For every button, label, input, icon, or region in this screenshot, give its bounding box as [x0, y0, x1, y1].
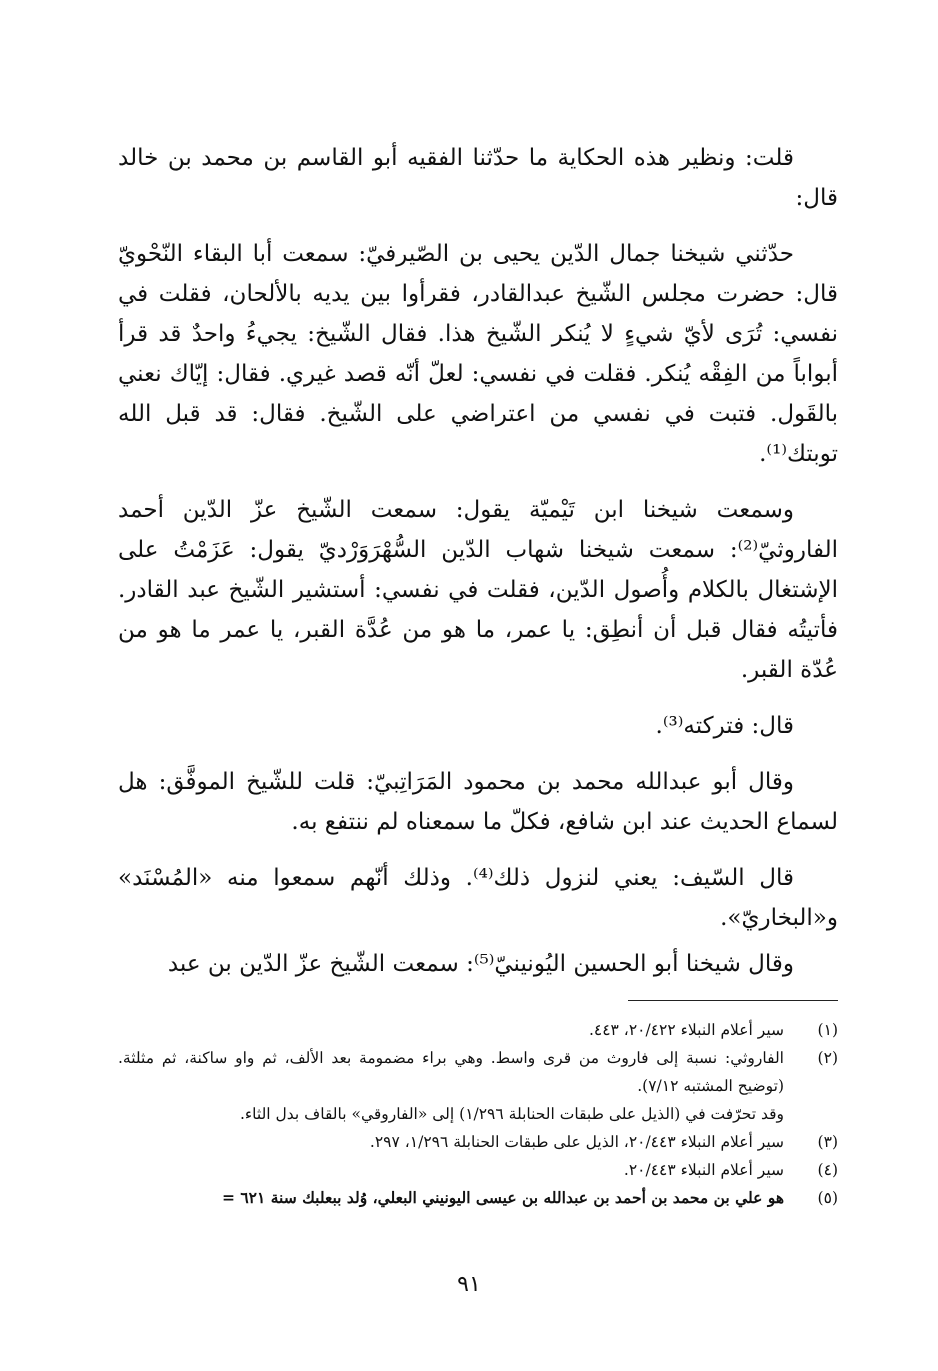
- footnote-text: الفاروثي: نسبة إلى فاروث من قرى واسط. وهي براء مضمومة بعد الألف، ثم واو ساكنة، ثم مثلثة. (توضيح المشتبه ٧/١٢).: [118, 1049, 784, 1095]
- paragraph-7: وقال شيخنا أبو الحسين اليُونينيّ⁽⁵⁾: سمعت الشّيخ عزّ الدّين بن عبد: [167, 951, 794, 977]
- footnote-text: هو علي بن محمد بن أحمد بن عبدالله بن عيسى اليونيني البعلي، وُلد ببعلبك سنة ٦٢١ =: [221, 1188, 784, 1207]
- footnote-4: [118, 1156, 838, 1184]
- footnote-number: (٥): [817, 1189, 838, 1207]
- footnote-number: (١): [817, 1021, 838, 1039]
- footnotes: [118, 1016, 838, 1212]
- paragraph-5: وقال أبو عبدالله محمد بن محمود المَرَاتِبيّ: قلت للشّيخ الموفَّق: هل لسماع الحديث عند ابن شافع، فكلّ ما سمعناه لم ننتفع به.: [118, 769, 838, 835]
- paragraph-2: حدّثني شيخنا جمال الدّين يحيى بن الصّيرفيّ: سمعت أبا البقاء النّحْويّ قال: حضرت مجلس الشّيخ عبدالقادر، فقرأوا بين يديه بالألحان، فقلت في نفسي: تُرَى لأيّ شيءٍ لا يُنكر الشّيخ هذا. فقال الشّيخ: يجيءُ واحدٌ قد قرأ أبواباً من الفِقْه يُنكر. فقلت في نفسي: لعلّ أنّه قصد غيري. فقال: إيّاك نعني بالقَول. فتبت في نفسي من اعتراضي على الشّيخ. فقال: قد قبل الله توبتك⁽¹⁾.: [118, 241, 838, 467]
- footnote-3: [118, 1128, 838, 1156]
- footnote-1: [118, 1016, 838, 1044]
- page-number: ٩١: [457, 1272, 481, 1297]
- footnote-text: سير أعلام النبلاء ٢٠/٤٤٣.: [623, 1161, 784, 1179]
- paragraph-3: وسمعت شيخنا ابن تَيْميّة يقول: سمعت الشّيخ عزّ الدّين أحمد الفاروثيّ⁽²⁾: سمعت شيخنا شهاب الدّين السُّهْرَوَرْديّ يقول: عَزَمْتُ على الإشتغال بالكلام وأُصول الدّين، فقلت في نفسي: أستشير الشّيخ عبد القادر. فأتيتُه فقال قبل أن أنطِق: يا عمر، ما هو من عُدَّة القبر، يا عمر ما هو من عُدّة القبر.: [118, 497, 838, 683]
- footnote-number: (٤): [817, 1161, 838, 1179]
- footnote-divider: [628, 1000, 838, 1001]
- footnote-2: [118, 1044, 838, 1100]
- footnote-text: سير أعلام النبلاء ٢٠/٤٤٣، الذيل على طبقات الحنابلة ١/٢٩٦، ٢٩٧.: [369, 1133, 784, 1151]
- footnote-text: وقد تحرّفت في (الذيل على طبقات الحنابلة ١/٢٩٦) إلى «الفاروقي» بالقاف بدل الثاء.: [239, 1105, 784, 1123]
- main-text: [118, 138, 838, 1000]
- footnote-number: (٢): [817, 1049, 838, 1067]
- footnote-text: سير أعلام النبلاء ٢٠/٤٢٢، ٤٤٣.: [588, 1021, 784, 1039]
- paragraph-6: قال السّيف: يعني لنزول ذلك⁽⁴⁾. وذلك أنّهم سمعوا منه «المُسْنَد» و«البخاريّ».: [118, 865, 838, 931]
- paragraph-4: قال: فتركته⁽³⁾.: [655, 713, 794, 739]
- footnote-number: (٣): [817, 1133, 838, 1151]
- paragraph-1: قلت: ونظير هذه الحكاية ما حدّثنا الفقيه أبو القاسم بن محمد بن خالد قال:: [118, 145, 838, 211]
- footnote-5: [118, 1184, 838, 1212]
- footnote-2-note: [118, 1100, 838, 1128]
